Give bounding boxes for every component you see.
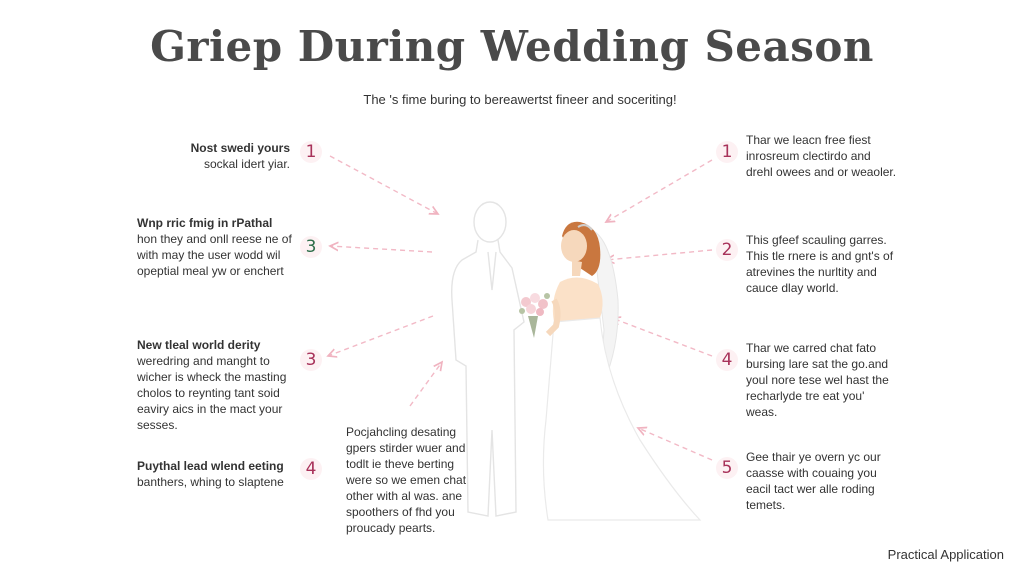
right-item-4-number: 5 [716, 457, 738, 479]
left-item-2-number: 3 [300, 236, 322, 258]
right-item-3-line: recharlyde tre eat you' [746, 389, 865, 403]
left-item-3-line: eaviry aics in the mact your [137, 402, 283, 416]
right-item-1-line: inrosreum clectirdo and [746, 149, 871, 163]
left-item-2-line: with may the user wodd wil [137, 248, 281, 262]
arrow-right-1 [606, 160, 712, 222]
arrow-center [410, 362, 442, 406]
left-item-2 [137, 215, 307, 279]
arrow-left-1 [330, 156, 438, 214]
right-item-4-line: temets. [746, 498, 786, 512]
arrow-left-3 [328, 316, 433, 356]
right-item-3-number: 4 [716, 349, 738, 371]
bride-figure [543, 222, 700, 520]
right-item-2 [746, 232, 926, 296]
arrow-right-2 [606, 250, 712, 260]
center-item-line: Pocjahcling desating [346, 425, 457, 439]
right-item-2-line: cauce dlay world. [746, 281, 839, 295]
left-item-2-line: hon they and onll reese ne of [137, 232, 292, 246]
right-item-3 [746, 340, 926, 420]
center-item [346, 424, 486, 536]
page-subtitle: The 's fime buring to bereawertst fineer and soceriting! [363, 92, 677, 107]
page-title: Griep During Wedding Season [150, 22, 874, 71]
center-item-line: were so we emen chat [346, 473, 467, 487]
left-item-3-line: wicher is wheck the masting [137, 370, 287, 384]
left-item-3-line: cholos to reynting tant soid [137, 386, 280, 400]
right-item-4-line: caasse with couaing you [746, 466, 877, 480]
left-item-2-head: Wnp rric fmig in rPathal [137, 216, 273, 230]
left-item-3-number: 3 [300, 349, 322, 371]
right-item-3-line: youl nore tese wel hast the [746, 373, 889, 387]
right-item-2-line: This tle rnere is and gnt's of [746, 249, 894, 263]
connector-arrows [328, 156, 712, 460]
left-item-2-line: opeptial meal yw or enchert [137, 264, 284, 278]
left-item-4-number: 4 [300, 458, 322, 480]
right-item-2-line: atrevines the nurltity and [746, 265, 877, 279]
arrow-left-2 [330, 246, 432, 252]
left-item-1 [150, 140, 290, 172]
right-item-1-number: 1 [716, 141, 738, 163]
right-item-1-line: drehl owees and or weaoler. [746, 165, 897, 179]
right-item-2-line: This gfeef scauling garres. [746, 233, 887, 247]
arrow-right-3 [612, 318, 712, 356]
right-item-2-number: 2 [716, 239, 738, 261]
left-item-1-head: Nost swedi yours [190, 141, 290, 155]
left-item-1-number: 1 [300, 141, 322, 163]
center-item-line: gpers stirder wuer and [346, 441, 466, 455]
bouquet [519, 293, 550, 338]
center-item-line: proucady pearts. [346, 521, 436, 535]
right-item-1-line: Thar we leacn free fiest [746, 133, 871, 147]
right-item-4 [746, 449, 926, 513]
footer-label: Practical Application [887, 547, 1004, 562]
left-item-4-line: banthers, whing to slaptene [137, 475, 284, 489]
left-item-3 [137, 337, 307, 433]
left-item-4-head: Puythal lead wlend eeting [137, 459, 284, 473]
left-item-4 [137, 458, 307, 490]
right-item-1 [746, 132, 921, 180]
center-item-line: other with al was. ane [346, 489, 463, 503]
left-item-1-text: sockal idert yiar. [203, 157, 290, 171]
right-item-3-line: bursing lare sat the go.and [746, 357, 889, 371]
center-item-line: todlt ie theve berting [346, 457, 455, 471]
right-item-4-line: Gee thair ye overn yc our [746, 450, 881, 464]
center-item-line: spoothers of fhd you [346, 505, 455, 519]
right-item-3-line: Thar we carred chat fato [746, 341, 877, 355]
left-item-3-line: sesses. [137, 418, 178, 432]
left-item-3-head: New tleal world derity [137, 338, 261, 352]
right-item-4-line: eacil tact wer alle roding [746, 482, 875, 496]
right-item-3-line: weas. [746, 405, 778, 419]
left-item-3-line: weredring and manght to [137, 354, 270, 368]
